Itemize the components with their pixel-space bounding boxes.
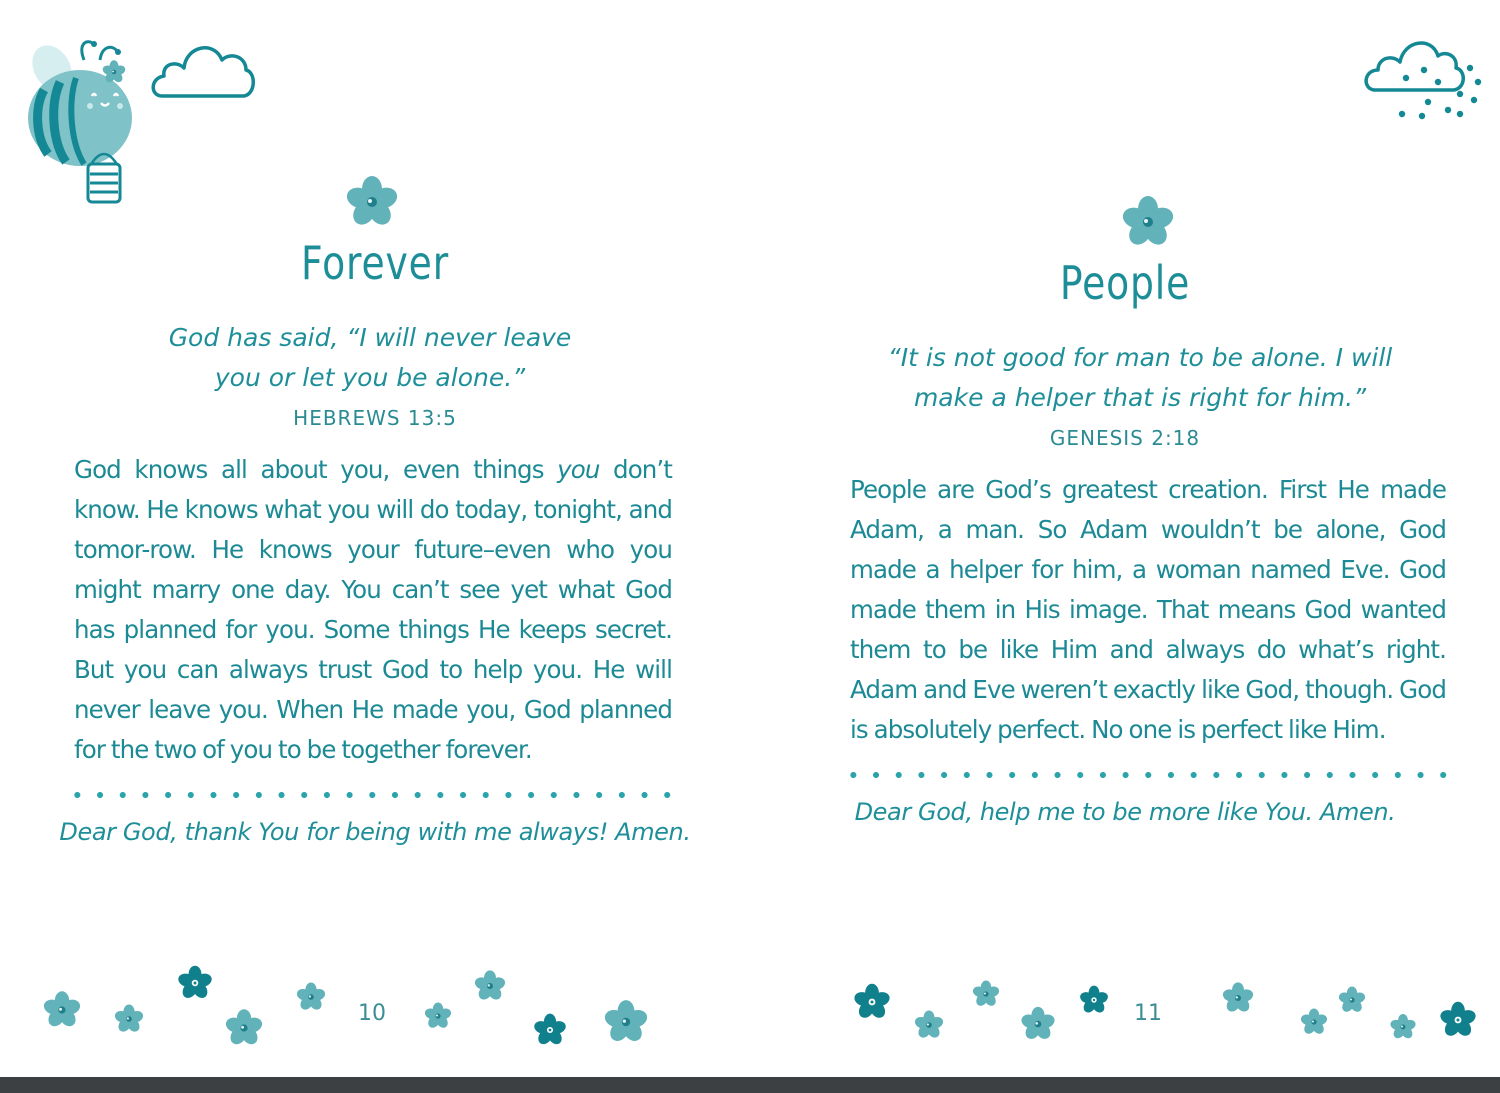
- flower-icon: [850, 980, 894, 1024]
- verse-line: “It is not good for man to be alone. I will: [887, 343, 1393, 372]
- flower-icon: [598, 994, 654, 1050]
- flower-icon: [1076, 982, 1112, 1018]
- prayer-text: Dear God, help me to be more like You. Amen.: [854, 798, 1396, 826]
- prayer-text: Dear God, thank You for being with me always! Amen.: [59, 818, 691, 846]
- flower-icon: [1218, 978, 1258, 1018]
- body-text: God knows all about you, even things: [74, 455, 558, 484]
- flower-icon: [174, 962, 216, 1004]
- scripture-reference: GENESIS 2:18: [1049, 426, 1201, 450]
- devotional-body: [74, 450, 672, 770]
- body-text: don’t know. He knows what you will do today, tonight, and tomor-row. He knows your future–even who you might marry one day. You can’t see yet what God has planned for you. Some things He keeps secret. But you can always trust God to help you. He will never leave you. When He made you, God planned for the two of you to be together forever.: [74, 455, 673, 764]
- verse-line: you or let you be alone.”: [214, 363, 526, 392]
- cloud-icon: [148, 36, 258, 102]
- flower-icon: [1334, 982, 1370, 1018]
- right-page: [750, 0, 1500, 1077]
- flower-icon: [340, 170, 404, 234]
- scripture-verse: [870, 338, 1410, 418]
- verse-line: God has said, “I will never leave: [168, 323, 572, 352]
- flower-icon: [292, 978, 330, 1016]
- flower-icon: [968, 976, 1004, 1012]
- page-number: 11: [1134, 1001, 1162, 1026]
- page-title: Forever: [300, 236, 450, 290]
- dotted-divider: [842, 772, 1452, 778]
- page-title: People: [1059, 256, 1191, 310]
- viewer-bottom-bar: [0, 1077, 1500, 1093]
- flower-icon: [1016, 1002, 1060, 1046]
- scripture-reference: HEBREWS 13:5: [293, 406, 457, 430]
- devotional-body: People are God’s greatest creation. First He made Adam, a man. So Adam wouldn’t be alone, God made a helper for him, a woman named Eve. God made them in His image. That means God wanted them to be like Him and always do what’s right. Adam and Eve weren’t exactly like God, though. God is absolutely perfect. No one is perfect like Him.: [850, 475, 1446, 744]
- flower-icon: [910, 1006, 948, 1044]
- flower-icon: [470, 966, 510, 1006]
- rain-cloud-icon: [1362, 30, 1488, 124]
- body-emphasis: you: [557, 455, 600, 484]
- bee-with-bucket-icon: [14, 38, 134, 210]
- left-page: [0, 0, 750, 1077]
- flower-icon: [1436, 998, 1480, 1042]
- flower-icon: [530, 1010, 570, 1050]
- page-number: 10: [358, 1001, 386, 1026]
- flower-icon: [420, 998, 456, 1034]
- flower-icon: [1386, 1010, 1420, 1044]
- flower-icon: [110, 1000, 148, 1038]
- verse-line: make a helper that is right for him.”: [913, 383, 1367, 412]
- flower-icon: [220, 1004, 268, 1052]
- scripture-verse: [140, 318, 600, 398]
- dotted-divider: [66, 792, 678, 798]
- flower-icon: [38, 986, 86, 1034]
- flower-icon: [1116, 190, 1180, 254]
- flower-icon: [1296, 1004, 1332, 1040]
